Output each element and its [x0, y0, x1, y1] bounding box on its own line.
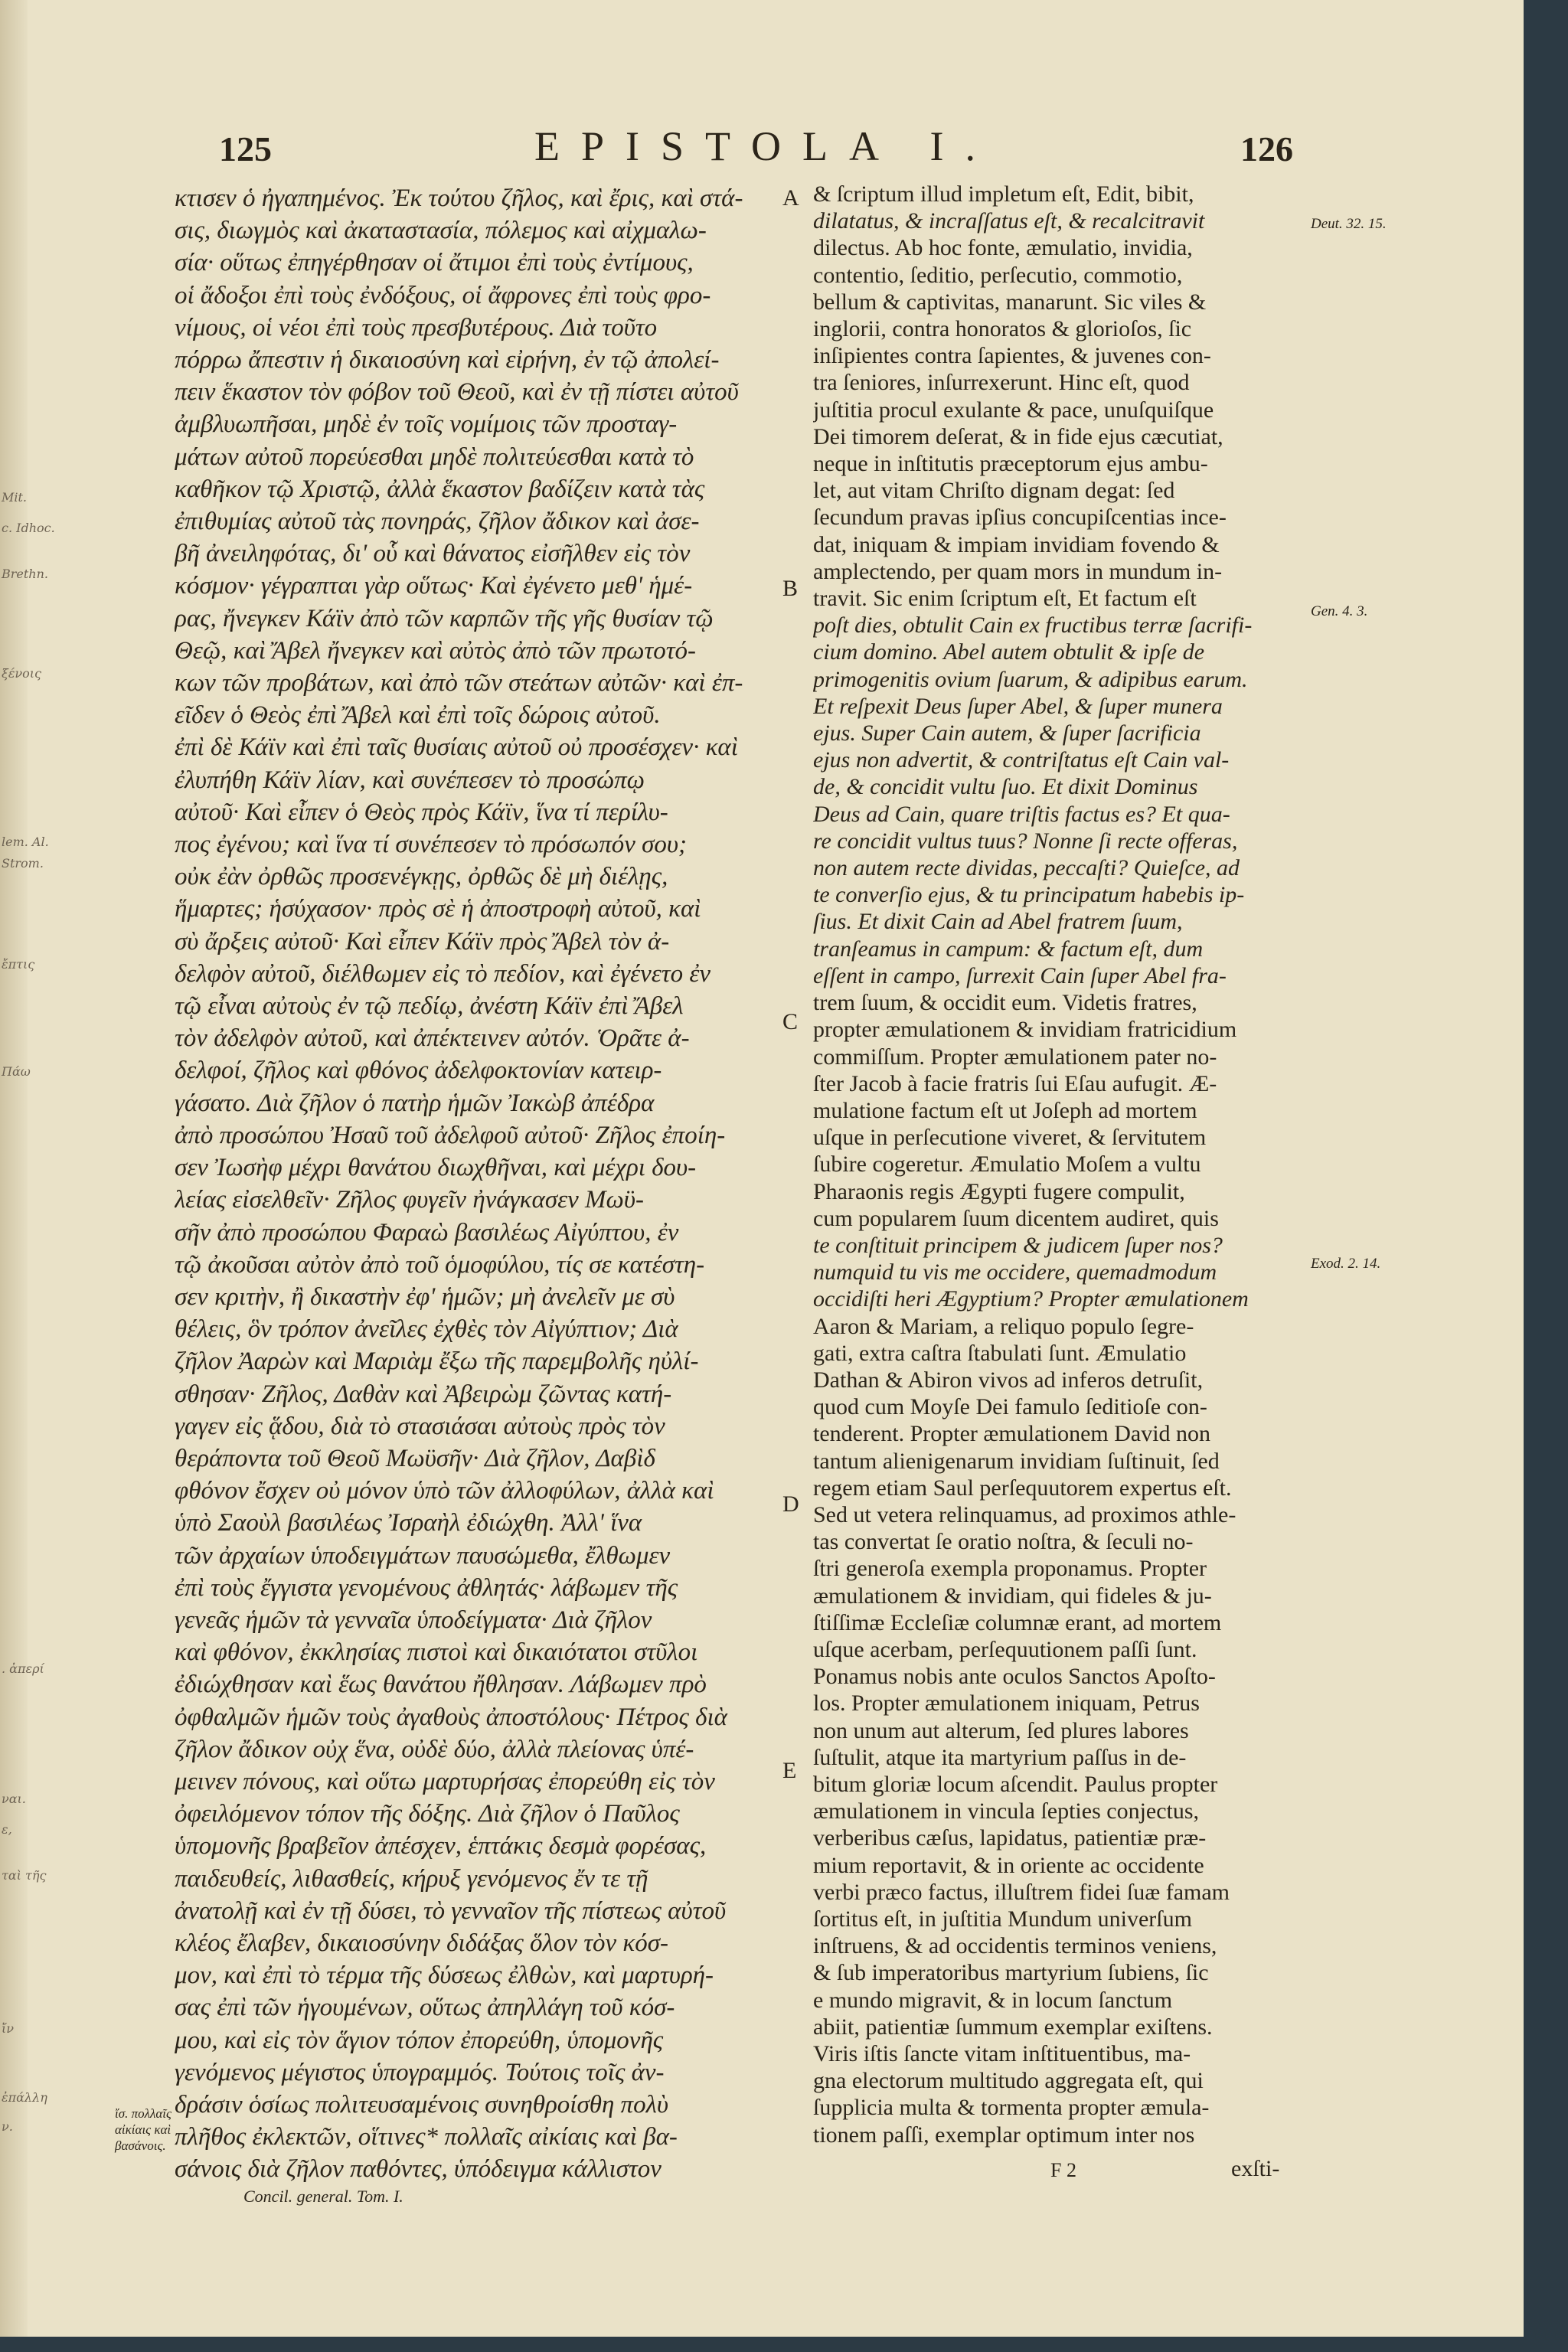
latin-text-line: bitum gloriæ locum aſcendit. Paulus propter — [813, 1771, 1218, 1797]
greek-text-line: πόρρω ἄπεστιν ἡ δικαιοσύνη καὶ εἰρήνη, ἐν τῷ ἀπολεί- — [175, 346, 720, 374]
greek-text-line: ἀμβλυωπῆσαι, μηδὲ ἐν τοῖς νομίμοις τῶν προσταγ- — [175, 410, 678, 439]
greek-text-line: ρας, ἤνεγκεν Κάϊν ἀπὸ τῶν καρπῶν τῆς γῆς θυσίαν τῷ — [175, 604, 714, 632]
latin-text-line: occidiſti heri Ægyptium? Propter æmulationem — [813, 1286, 1249, 1312]
greek-text-line: καθῆκον τῷ Χριστῷ, ἀλλὰ ἕκαστον βαδίζειν κατὰ τὰς — [175, 475, 705, 503]
scan-background-right — [1524, 0, 1568, 2352]
latin-text-line: ſupplicia multa & tormenta propter æmula- — [813, 2095, 1210, 2121]
right-page-number: 126 — [1240, 129, 1293, 168]
greek-text-line: παιδευθείς, λιθασθείς, κήρυξ γενόμενος ἔν τε τῇ — [175, 1864, 648, 1893]
latin-text-line: re concidit vultus tuus? Nonne ſi recte offeras, — [813, 828, 1238, 854]
greek-text-line: σας ἐπὶ τῶν ἡγουμένων, οὕτως ἀπηλλάγη τοῦ κόσ- — [175, 1994, 675, 2022]
latin-text-line: ſter Jacob à facie fratris ſui Eſau aufugit. Æ- — [813, 1070, 1217, 1096]
latin-text-line: regem etiam Saul perſequutorem expertus eſt. — [813, 1475, 1232, 1501]
scan-background-bottom — [0, 2337, 1568, 2352]
signature-mark: F 2 — [1050, 2159, 1076, 2181]
greek-text-line: γάσατο. Διὰ ζῆλον ὁ πατὴρ ἡμῶν Ἰακὼβ ἀπέδρα — [175, 1089, 655, 1117]
latin-text-line: ſius. Et dixit Cain ad Abel fratrem ſuum, — [813, 909, 1183, 935]
section-letter-d: D — [782, 1491, 799, 1517]
greek-text-line: ἐδιώχθησαν καὶ ἕως θανάτου ἤθλησαν. Λάβωμεν πρὸ — [175, 1671, 707, 1699]
greek-text-line: θεράποντα τοῦ Θεοῦ Μωϋσῆν· Διὰ ζῆλον, Δαβὶδ — [175, 1444, 655, 1472]
latin-text-line: tas convertat ſe oratio noſtra, & ſeculi no- — [813, 1529, 1194, 1555]
prev-page-margin-note: Mit. — [2, 490, 28, 505]
latin-text-line: e mundo migravit, & in locum ſanctum — [813, 1987, 1173, 2013]
latin-text-line: Pharaonis regis Ægypti fugere compulit, — [813, 1178, 1185, 1204]
greek-text-line: σεν Ἰωσὴφ μέχρι θανάτου διωχθῆναι, καὶ μέχρι δου- — [175, 1154, 697, 1182]
latin-text-line: ſubire cogeretur. Æmulatio Moſem a vultu — [813, 1152, 1201, 1178]
latin-text-line: inſtruens, & ad occidentis terminos veniens, — [813, 1933, 1217, 1959]
latin-text-line: Et reſpexit Deus ſuper Abel, & ſuper munera — [813, 693, 1223, 719]
greek-text-line: δελφὸν αὐτοῦ, διέλθωμεν εἰς τὸ πεδίον, καὶ ἐγένετο ἐν — [175, 959, 711, 988]
latin-text-line: los. Propter æmulationem iniquam, Petrus — [813, 1690, 1200, 1717]
latin-text-line: cum popularem ſuum dicentem audiret, quis — [813, 1205, 1219, 1231]
latin-text-line: de, & concidit vultu ſuo. Et dixit Dominus — [813, 774, 1198, 800]
latin-text-line: & ſcriptum illud impletum eſt, Edit, bibit, — [813, 181, 1194, 207]
greek-text-line: μεινεν πόνους, καὶ οὕτω μαρτυρήσας ἐπορεύθη εἰς τὸν — [175, 1767, 715, 1795]
latin-text-line: dilatatus, & incraſſatus eſt, & recalcitravit — [813, 208, 1205, 234]
latin-text-line: ſortitus eſt, in juſtitia Mundum univerſum — [813, 1906, 1192, 1932]
latin-text-line: contentio, ſeditio, perſecutio, commotio, — [813, 262, 1183, 288]
latin-text-line: ejus non advertit, & contriſtatus eſt Cain val- — [813, 747, 1230, 773]
greek-text-line: σις, διωγμὸς καὶ ἀκαταστασία, πόλεμος καὶ αἰχμαλω- — [175, 217, 707, 245]
greek-text-line: τῷ ἀκοῦσαι αὐτὸν ἀπὸ τοῦ ὁμοφύλου, τίς σε κατέστη- — [175, 1250, 705, 1279]
greek-text-line: ἀνατολῇ καὶ ἐν τῇ δύσει, τὸ γενναῖον τῆς πίστεως αὐτοῦ — [175, 1896, 727, 1925]
greek-text-line: πος ἐγένου; καὶ ἵνα τί συνέπεσεν τὸ πρόσωπόν σου; — [175, 831, 688, 859]
latin-text-line: ſuſtulit, atque ita martyrium paſſus in de- — [813, 1744, 1187, 1770]
greek-text-line: νίμους, οἱ νέοι ἐπὶ τοὺς πρεσβυτέρους. Διὰ τοῦτο — [175, 313, 658, 341]
latin-text-line: non unum aut alterum, ſed plures labores — [813, 1717, 1189, 1743]
section-letter-c: C — [782, 1009, 799, 1034]
catchword: exſti- — [1231, 2156, 1280, 2181]
latin-text-line: propter æmulationem & invidiam fratricidium — [813, 1017, 1237, 1043]
latin-text-line: tionem paſſi, exemplar optimum inter nos — [813, 2122, 1195, 2148]
greek-text-line: λείας εἰσελθεῖν· Ζῆλος φυγεῖν ἠνάγκασεν Μωϋ- — [175, 1186, 644, 1214]
greek-text-line: κων τῶν προβάτων, καὶ ἀπὸ τῶν στεάτων αὐτῶν· καὶ ἐπ- — [175, 669, 743, 697]
latin-text-line: Ponamus nobis ante oculos Sanctos Apoſto- — [813, 1664, 1216, 1690]
prev-page-margin-note: ξένοις — [2, 666, 41, 681]
greek-text-line: γενόμενος μέγιστος ὑπογραμμός. Τούτοις τοῖς ἀν- — [175, 2058, 665, 2086]
greek-text-line: κτισεν ὁ ἠγαπημένος. Ἐκ τούτου ζῆλος, καὶ ἔρις, καὶ στά- — [175, 185, 743, 212]
prev-page-margin-note: Strom. — [2, 856, 44, 871]
latin-text-line: trem ſuum, & occidit eum. Videtis fratres, — [813, 990, 1197, 1016]
latin-text-line: Dei timorem deſerat, & in fide ejus cæcutiat, — [813, 423, 1223, 449]
prev-page-margin-note: Brethn. — [2, 567, 48, 581]
latin-text-line: Sed ut vetera relinquamus, ad proximos athle- — [813, 1501, 1236, 1527]
greek-text-line: βῆ ἀνειληφότας, δι' οὗ καὶ θάνατος εἰσῆλθεν εἰς τὸν — [175, 540, 691, 568]
prev-page-margin-note: lem. Al. — [2, 835, 49, 849]
latin-text-line: Dathan & Abiron vivos ad inferos detruſit, — [813, 1367, 1204, 1393]
latin-text-line: abiit, patientiæ ſummum exemplar exiſtens. — [813, 2014, 1213, 2040]
greek-text-line: πλῆθος ἐκλεκτῶν, οἵτινες* πολλαῖς αἰκίαις καὶ βα- — [175, 2123, 678, 2151]
prev-page-margin-note: ἴν — [2, 2021, 14, 2036]
latin-text-line: æmulationem in vincula ſepties conjectus, — [813, 1798, 1200, 1824]
latin-text-line: non autem recte dividas, peccaſti? Quieſce, ad — [813, 855, 1240, 881]
latin-text-line: cium domino. Abel autem obtulit & ipſe de — [813, 639, 1205, 665]
latin-text-line: dilectus. Ab hoc fonte, æmulatio, invidia, — [813, 235, 1193, 261]
latin-text-line: tranſeamus in campum: & factum eſt, dum — [813, 936, 1204, 962]
greek-text-line: ζῆλον Ἀαρὼν καὶ Μαριὰμ ἔξω τῆς παρεμβολῆς ηὐλί- — [175, 1348, 699, 1376]
section-letter-e: E — [782, 1758, 797, 1783]
latin-text-line: primogenitis ovium ſuarum, & adipibus earum. — [813, 666, 1248, 692]
latin-text-line: verberibus cæſus, lapidatus, patientiæ præ- — [813, 1825, 1207, 1851]
latin-text-line: tantum alienigenarum invidiam ſuſtinuit, ſed — [813, 1448, 1220, 1474]
greek-text-line: γενεᾶς ἡμῶν τὰ γενναῖα ὑποδείγματα· Διὰ ζῆλον — [175, 1606, 652, 1634]
prev-page-margin-note: ἔπτις — [2, 957, 35, 972]
latin-text-line: verbi præco factus, illuſtrem fidei ſuæ famam — [813, 1879, 1230, 1905]
greek-text-line: τῶν ἀρχαίων ὑποδειγμάτων παυσώμεθα, ἔλθωμεν — [175, 1541, 671, 1570]
prev-page-margin-note: . ἀπερί — [2, 1661, 44, 1676]
greek-text-line: μου, καὶ εἰς τὸν ἅγιον τόπον ἐπορεύθη, ὑπομονῆς — [175, 2026, 664, 2054]
latin-text-line: eſſent in campo, ſurrexit Cain ſuper Abel fra- — [813, 962, 1227, 988]
latin-text-line: & ſub imperatoribus martyrium ſubiens, ſic — [813, 1960, 1209, 1986]
greek-text-line: ζῆλον ἄδικον οὐχ ἕνα, οὐδὲ δύο, ἀλλὰ πλείονας ὑπέ- — [175, 1735, 694, 1763]
latin-text-line: ſecundum pravas ipſius concupiſcentias ince- — [813, 505, 1227, 531]
greek-text-line: εῖδεν ὁ Θεὸς ἐπὶ Ἄβελ καὶ ἐπὶ τοῖς δώροις αὐτοῦ. — [175, 701, 661, 730]
greek-text-line: κλέος ἔλαβεν, δικαιοσύνην διδάξας ὅλον τὸν κόσ- — [175, 1929, 669, 1957]
latin-text-line: inglorii, contra honoratos & glorioſos, ſic — [813, 316, 1192, 342]
latin-text-line: ſtiſſimæ Eccleſiæ columnæ erant, ad mortem — [813, 1609, 1222, 1635]
greek-text-line: ἐλυπήθη Κάϊν λίαν, καὶ συνέπεσεν τὸ προσώπῳ — [175, 766, 645, 794]
latin-text-line: amplectendo, per quam mors in mundum in- — [813, 558, 1223, 584]
latin-text-line: numquid tu vis me occidere, quemadmodum — [813, 1259, 1217, 1285]
prev-page-margin-note: ταὶ τῆς — [2, 1868, 47, 1883]
book-spine-shadow — [0, 0, 28, 2352]
section-letter-a: A — [782, 185, 799, 211]
latin-text-line: tenderent. Propter æmulationem David non — [813, 1421, 1211, 1447]
scripture-ref-gen: Gen. 4. 3. — [1311, 603, 1368, 619]
greek-text-line: οὐκ ἐὰν ὀρθῶς προσενέγκῃς, ὀρθῶς δὲ μὴ διέλῃς, — [175, 863, 668, 891]
greek-text-line: ὀφειλόμενον τόπον τῆς δόξης. Διὰ ζῆλον ὁ Παῦλος — [175, 1800, 680, 1828]
greek-text-line: ἐπὶ δὲ Κάϊν καὶ ἐπὶ ταῖς θυσίαις αὐτοῦ οὐ προσέσχεν· καὶ — [175, 733, 738, 762]
greek-text-line: δελφοί, ζῆλος καὶ φθόνος ἀδελφοκτονίαν κατειρ- — [175, 1057, 662, 1085]
greek-text-line: ἐπὶ τοὺς ἔγγιστα γενομένους ἀθλητάς· λάβωμεν τῆς — [175, 1573, 678, 1602]
latin-text-line: gati, extra caſtra ſtabulati ſunt. Æmulatio — [813, 1340, 1187, 1366]
greek-variant-note: ἴσ. πολλαῖς αἰκίαις καὶ βασάνοις. — [115, 2106, 172, 2153]
greek-text-line: γαγεν εἰς ᾅδου, διὰ τὸ στασιάσαι αὐτοὺς πρὸς τὸν — [175, 1412, 665, 1440]
greek-text-line: ὑπομονῆς βραβεῖον ἀπέσχεν, ἑπτάκις δεσμὰ φορέσας, — [175, 1832, 707, 1860]
greek-text-line: οἱ ἄδοξοι ἐπὶ τοὺς ἐνδόξους, οἱ ἄφρονες ἐπὶ τοὺς φρο- — [175, 281, 711, 309]
latin-text-line: uſque in perſecutione viveret, & ſervitutem — [813, 1125, 1207, 1151]
greek-text-line: σάνοις διὰ ζῆλον παθόντες, ὑπόδειγμα κάλλιστον — [175, 2155, 662, 2184]
greek-text-line: Θεῷ, καὶ Ἄβελ ἤνεγκεν καὶ αὐτὸς ἀπὸ τῶν πρωτοτό- — [175, 636, 697, 665]
prev-page-margin-note: ναι. — [2, 1792, 26, 1806]
latin-text-line: ſtri generoſa exempla proponamus. Propter — [813, 1556, 1207, 1582]
greek-text-line: σεν κριτὴν, ἢ δικαστὴν ἐφ' ἡμῶν; μὴ ἀνελεῖν με σὺ — [175, 1282, 675, 1311]
greek-text-line: τὸν ἀδελφὸν αὐτοῦ, καὶ ἀπέκτεινεν αὐτόν. Ὁρᾶτε ἀ- — [175, 1024, 690, 1053]
latin-text-line: bellum & captivitas, manarunt. Sic viles & — [813, 289, 1207, 315]
latin-text-line: juſtitia procul exulante & pace, unuſquiſque — [813, 397, 1214, 423]
latin-text-line: mulatione factum eſt ut Joſeph ad mortem — [813, 1097, 1197, 1123]
prev-page-margin-note: c. Idhoc. — [2, 521, 55, 535]
left-page-number: 125 — [219, 129, 272, 168]
running-title: EPISTOLA I. — [534, 123, 998, 169]
latin-text-line: Aaron & Mariam, a reliquo populo ſegre- — [813, 1313, 1194, 1339]
latin-text-line: Deus ad Cain, quare triſtis factus es? Et qua- — [813, 801, 1230, 827]
latin-text-line: ejus. Super Cain autem, & ſuper ſacrificia — [813, 720, 1201, 746]
latin-text-line: Viris iſtis ſancte vitam inſtituentibus, ma- — [813, 2041, 1191, 2067]
latin-text-line: æmulationem & invidiam, qui fideles & ju- — [813, 1583, 1212, 1609]
greek-text-line: ἥμαρτες; ἡσύχασον· πρὸς σὲ ἡ ἀποστροφὴ αὐτοῦ, καὶ — [175, 895, 701, 923]
latin-text-line: inſipientes contra ſapientes, & juvenes con- — [813, 343, 1211, 369]
greek-text-line: φθόνον ἔσχεν οὐ μόνον ὑπὸ τῶν ἀλλοφύλων, ἀλλὰ καὶ — [175, 1477, 714, 1505]
greek-text-line: μον, καὶ ἐπὶ τὸ τέρμα τῆς δύσεως ἐλθὼν, καὶ μαρτυρή- — [175, 1962, 714, 1990]
greek-text-line: καὶ φθόνον, ἐκκλησίας πιστοὶ καὶ δικαιότατοι στῦλοι — [175, 1638, 698, 1667]
latin-text-line: gna electorum multitudo aggregata eſt, qui — [813, 2068, 1204, 2094]
greek-text-line: πειν ἕκαστον τὸν φόβον τοῦ Θεοῦ, καὶ ἐν τῇ πίστει αὐτοῦ — [175, 378, 739, 407]
greek-text-line: ἐπιθυμίας αὐτοῦ τὰς πονηράς, ζῆλον ἄδικον καὶ ἀσε- — [175, 508, 700, 536]
latin-text-line: neque in inſtitutis præceptorum ejus ambu- — [813, 451, 1208, 477]
latin-text-line: poſt dies, obtulit Cain ex fructibus terræ ſacrifi- — [813, 612, 1253, 639]
latin-text-line: mium reportavit, & in oriente ac occidente — [813, 1852, 1204, 1878]
prev-page-margin-note: ε, — [2, 1822, 12, 1837]
latin-text-line: travit. Sic enim ſcriptum eſt, Et factum eſt — [813, 586, 1197, 612]
greek-text-line: ὑπὸ Σαοὺλ βασιλέως Ἰσραὴλ ἐδιώχθη. Ἀλλ' ἵνα — [175, 1509, 642, 1537]
greek-text-line: κόσμον· γέγραπται γὰρ οὕτως· Καὶ ἐγένετο μεθ' ἡμέ- — [175, 572, 693, 600]
greek-text-line: σῆν ἀπὸ προσώπου Φαραὼ βασιλέως Αἰγύπτου, ἐν — [175, 1218, 679, 1246]
greek-text-line: ἀπὸ προσώπου Ἠσαῦ τοῦ ἀδελφοῦ αὐτοῦ· Ζῆλος ἐποίη- — [175, 1121, 726, 1149]
greek-text-column — [175, 182, 778, 2186]
greek-text-line: σὺ ἄρξεις αὐτοῦ· Καὶ εἶπεν Κάϊν πρὸς Ἄβελ τὸν ἀ- — [175, 927, 670, 956]
scripture-ref-deut: Deut. 32. 15. — [1311, 216, 1387, 232]
greek-text-line: δράσιν ὁσίως πολιτευσαμένοις συνηθροίσθη πολὺ — [175, 2090, 669, 2118]
latin-text-line: te converſio ejus, & tu principatum habebis ip- — [813, 882, 1245, 908]
latin-text-line: tra ſeniores, inſurrexerunt. Hinc eſt, quod — [813, 370, 1190, 396]
greek-text-line: αὐτοῦ· Καὶ εἶπεν ὁ Θεὸς πρὸς Κάϊν, ἵνα τί περίλυ- — [175, 798, 668, 826]
prev-page-margin-note: ν. — [2, 2119, 13, 2134]
greek-text-line: θέλεις, ὃν τρόπον ἀνεῖλες ἐχθὲς τὸν Αἰγύπτιον; Διὰ — [175, 1315, 678, 1344]
greek-text-line: σία· οὕτως ἐπηγέρθησαν οἱ ἄτιμοι ἐπὶ τοὺς ἐντίμους, — [175, 249, 694, 277]
scripture-ref-exod: Exod. 2. 14. — [1311, 1256, 1381, 1272]
latin-text-line: let, aut vitam Chriſto dignam degat: ſed — [813, 478, 1175, 504]
greek-text-line: μάτων αὐτοῦ πορεύεσθαι μηδὲ πολιτεύεσθαι κατὰ τὸ — [175, 443, 694, 471]
greek-text-line: ὀφθαλμῶν ἡμῶν τοὺς ἀγαθοὺς ἀποστόλους· Πέτρος διὰ — [175, 1703, 727, 1731]
footer-citation: Concil. general. Tom. I. — [243, 2187, 403, 2206]
latin-text-line: te conſtituit principem & judicem ſuper nos? — [813, 1232, 1223, 1258]
greek-text-line: τῷ εἶναι αὐτοὺς ἐν τῷ πεδίῳ, ἀνέστη Κάϊν ἐπὶ Ἄβελ — [175, 992, 684, 1021]
prev-page-margin-note: Πάω — [2, 1064, 31, 1079]
greek-text-line: σθησαν· Ζῆλος, Δαθὰν καὶ Ἀβειρὼμ ζῶντας κατή- — [175, 1380, 672, 1408]
prev-page-margin-note: ἐπάλλη — [2, 2090, 47, 2105]
latin-text-line: uſque acerbam, perſequutionem paſſi ſunt. — [813, 1636, 1197, 1662]
latin-text-line: commiſſum. Propter æmulationem pater no- — [813, 1044, 1217, 1070]
latin-text-column — [813, 181, 1312, 2148]
section-letter-b: B — [782, 576, 799, 601]
latin-text-line: quod cum Moyſe Dei famulo ſeditioſe con- — [813, 1394, 1207, 1420]
latin-text-line: dat, iniquam & impiam invidiam fovendo & — [813, 531, 1220, 557]
